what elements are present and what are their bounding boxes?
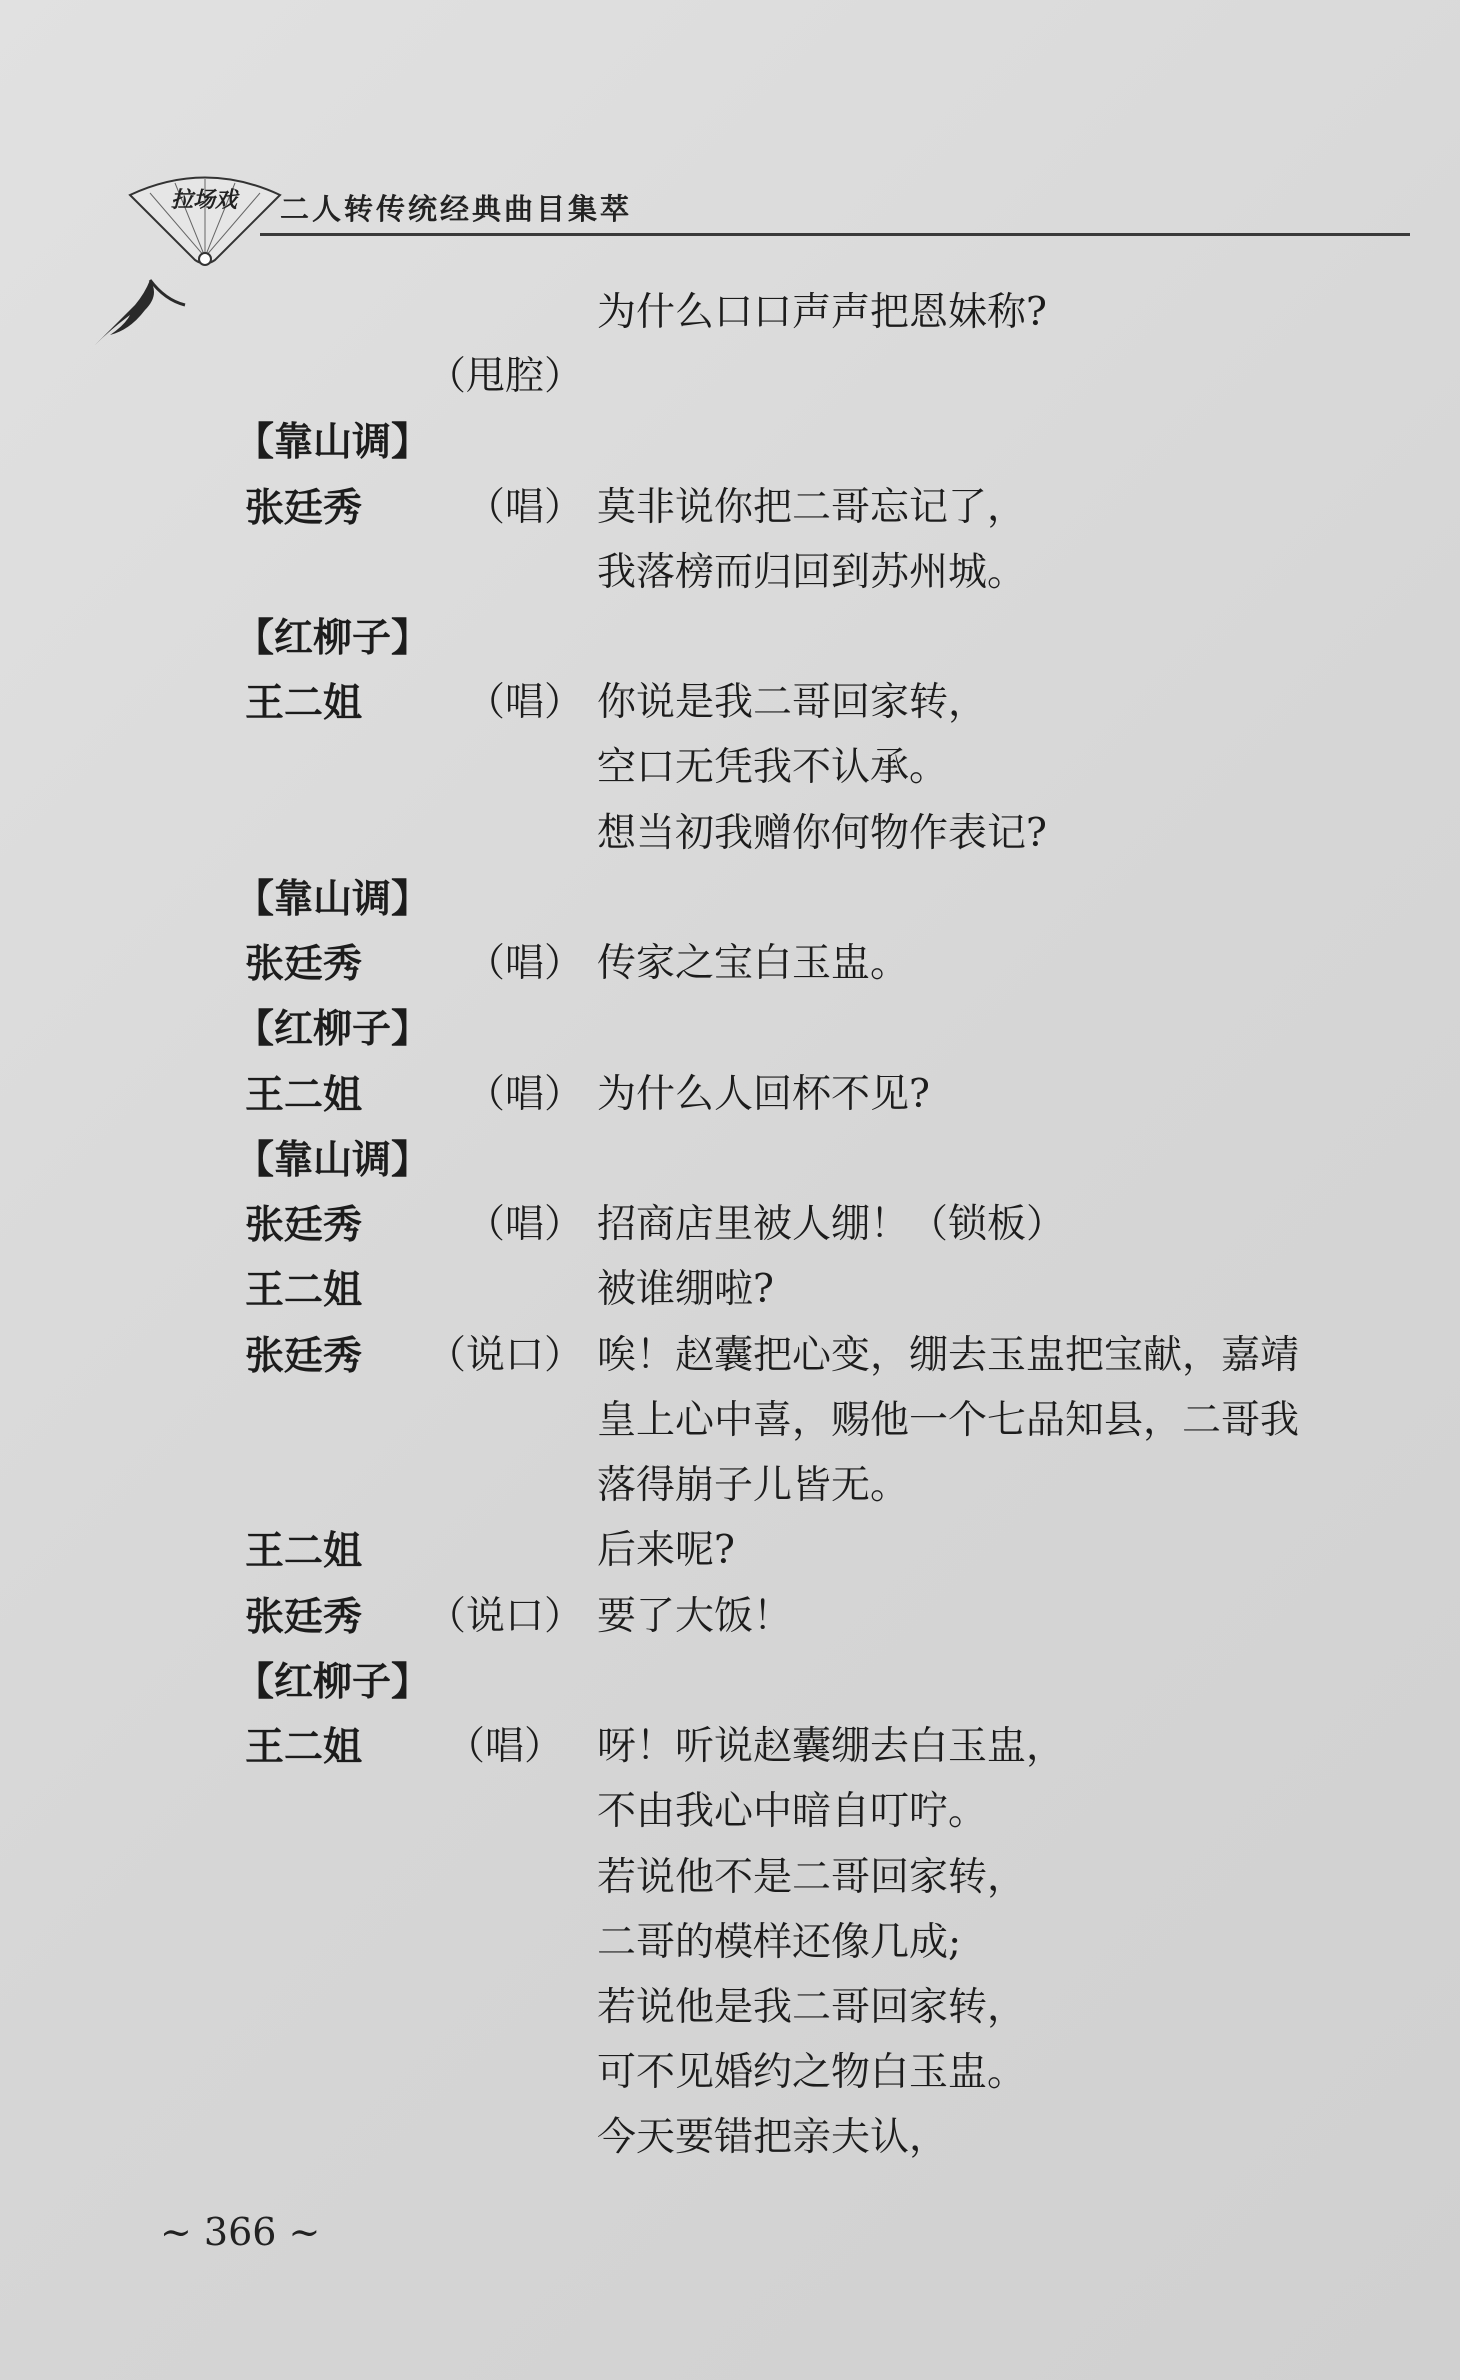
page-number: ~ 366 ~ bbox=[160, 2210, 321, 2254]
delivery-mode: （甩腔） bbox=[427, 354, 584, 399]
delivery-mode: （唱） bbox=[466, 485, 584, 530]
line-text: 传家之宝白玉盅。 bbox=[597, 941, 910, 986]
delivery-mode: （说口） bbox=[427, 1594, 584, 1639]
delivery-mode: （唱） bbox=[446, 1724, 564, 1769]
line-text: 想当初我赠你何物作表记? bbox=[597, 811, 1047, 856]
delivery-mode: （唱） bbox=[466, 1202, 584, 1247]
line-text: 被谁绷啦? bbox=[597, 1267, 774, 1312]
tune-label: 【靠山调】 bbox=[235, 876, 431, 922]
line-text: 为什么人回杯不见? bbox=[597, 1072, 930, 1117]
speaker-name: 张廷秀 bbox=[245, 1202, 363, 1248]
line-text: 我落榜而归回到苏州城。 bbox=[597, 550, 1027, 595]
line-text: 若说他是我二哥回家转， bbox=[597, 1985, 1027, 2030]
speaker-name: 张廷秀 bbox=[245, 485, 363, 531]
delivery-mode: （唱） bbox=[466, 680, 584, 725]
line-text: 你说是我二哥回家转， bbox=[597, 680, 988, 725]
line-text: 若说他不是二哥回家转， bbox=[597, 1855, 1027, 1900]
script-line bbox=[0, 1391, 1460, 1451]
script-line bbox=[0, 1587, 1460, 1647]
script-line bbox=[0, 347, 1460, 407]
line-text: 可不见婚约之物白玉盅。 bbox=[597, 2050, 1027, 2095]
tune-label: 【红柳子】 bbox=[235, 615, 431, 661]
page-header bbox=[120, 165, 1410, 245]
speaker-name: 王二姐 bbox=[245, 680, 363, 726]
script-line bbox=[0, 1652, 1460, 1712]
script-line bbox=[0, 1065, 1460, 1125]
line-text: 不由我心中暗自叮咛。 bbox=[597, 1789, 988, 1834]
folding-fan-icon bbox=[120, 165, 290, 275]
speaker-name: 张廷秀 bbox=[245, 941, 363, 987]
script-line bbox=[0, 412, 1460, 472]
script-line bbox=[0, 1521, 1460, 1581]
script-line bbox=[0, 869, 1460, 929]
script-line bbox=[0, 1782, 1460, 1842]
tune-label: 【靠山调】 bbox=[235, 419, 431, 465]
fan-label: 拉场戏 bbox=[170, 187, 237, 213]
speaker-name: 张廷秀 bbox=[245, 1594, 363, 1640]
line-text: 要了大饭！ bbox=[597, 1594, 793, 1639]
line-text: 后来呢? bbox=[597, 1528, 735, 1573]
line-text: 二哥的模样还像几成; bbox=[597, 1920, 962, 1965]
script-line bbox=[0, 1130, 1460, 1190]
script-line bbox=[0, 2043, 1460, 2103]
script-line bbox=[0, 673, 1460, 733]
script-line bbox=[0, 804, 1460, 864]
script-line bbox=[0, 1326, 1460, 1386]
tune-label: 【红柳子】 bbox=[235, 1006, 431, 1052]
speaker-name: 王二姐 bbox=[245, 1528, 363, 1574]
header-rule bbox=[260, 233, 1410, 236]
script-line bbox=[0, 608, 1460, 668]
speaker-name: 王二姐 bbox=[245, 1724, 363, 1770]
speaker-name: 王二姐 bbox=[245, 1072, 363, 1118]
script-line bbox=[0, 1717, 1460, 1777]
speaker-name: 张廷秀 bbox=[245, 1333, 363, 1379]
tune-label: 【靠山调】 bbox=[235, 1137, 431, 1183]
script-line bbox=[0, 283, 1460, 343]
speaker-name: 王二姐 bbox=[245, 1267, 363, 1313]
script-line bbox=[0, 738, 1460, 798]
script-line bbox=[0, 478, 1460, 538]
script-line bbox=[0, 2108, 1460, 2168]
delivery-mode: （唱） bbox=[466, 1072, 584, 1117]
line-text: 空口无凭我不认承。 bbox=[597, 745, 949, 790]
series-title: 二人转传统经典曲目集萃 bbox=[280, 192, 633, 226]
line-text: 莫非说你把二哥忘记了， bbox=[597, 485, 1027, 530]
line-text: 今天要错把亲夫认， bbox=[597, 2115, 949, 2160]
line-text: 唉！赵囊把心变，绷去玉盅把宝献，嘉靖 bbox=[597, 1333, 1300, 1378]
script-line bbox=[0, 1848, 1460, 1908]
script-line bbox=[0, 1456, 1460, 1516]
tune-label: 【红柳子】 bbox=[235, 1659, 431, 1705]
delivery-mode: （说口） bbox=[427, 1333, 584, 1378]
script-line bbox=[0, 1260, 1460, 1320]
line-text: 招商店里被人绷！（锁板） bbox=[597, 1202, 1066, 1247]
script-line bbox=[0, 999, 1460, 1059]
line-text: 皇上心中喜，赐他一个七品知县，二哥我 bbox=[597, 1398, 1300, 1443]
script-line bbox=[0, 543, 1460, 603]
script-line bbox=[0, 1195, 1460, 1255]
line-text: 为什么口口声声把恩妹称? bbox=[597, 290, 1047, 335]
script-line bbox=[0, 1913, 1460, 1973]
delivery-mode: （唱） bbox=[466, 941, 584, 986]
script-line bbox=[0, 934, 1460, 994]
line-text: 落得崩子儿皆无。 bbox=[597, 1463, 910, 1508]
script-line bbox=[0, 1978, 1460, 2038]
line-text: 呀！听说赵囊绷去白玉盅， bbox=[597, 1724, 1066, 1769]
